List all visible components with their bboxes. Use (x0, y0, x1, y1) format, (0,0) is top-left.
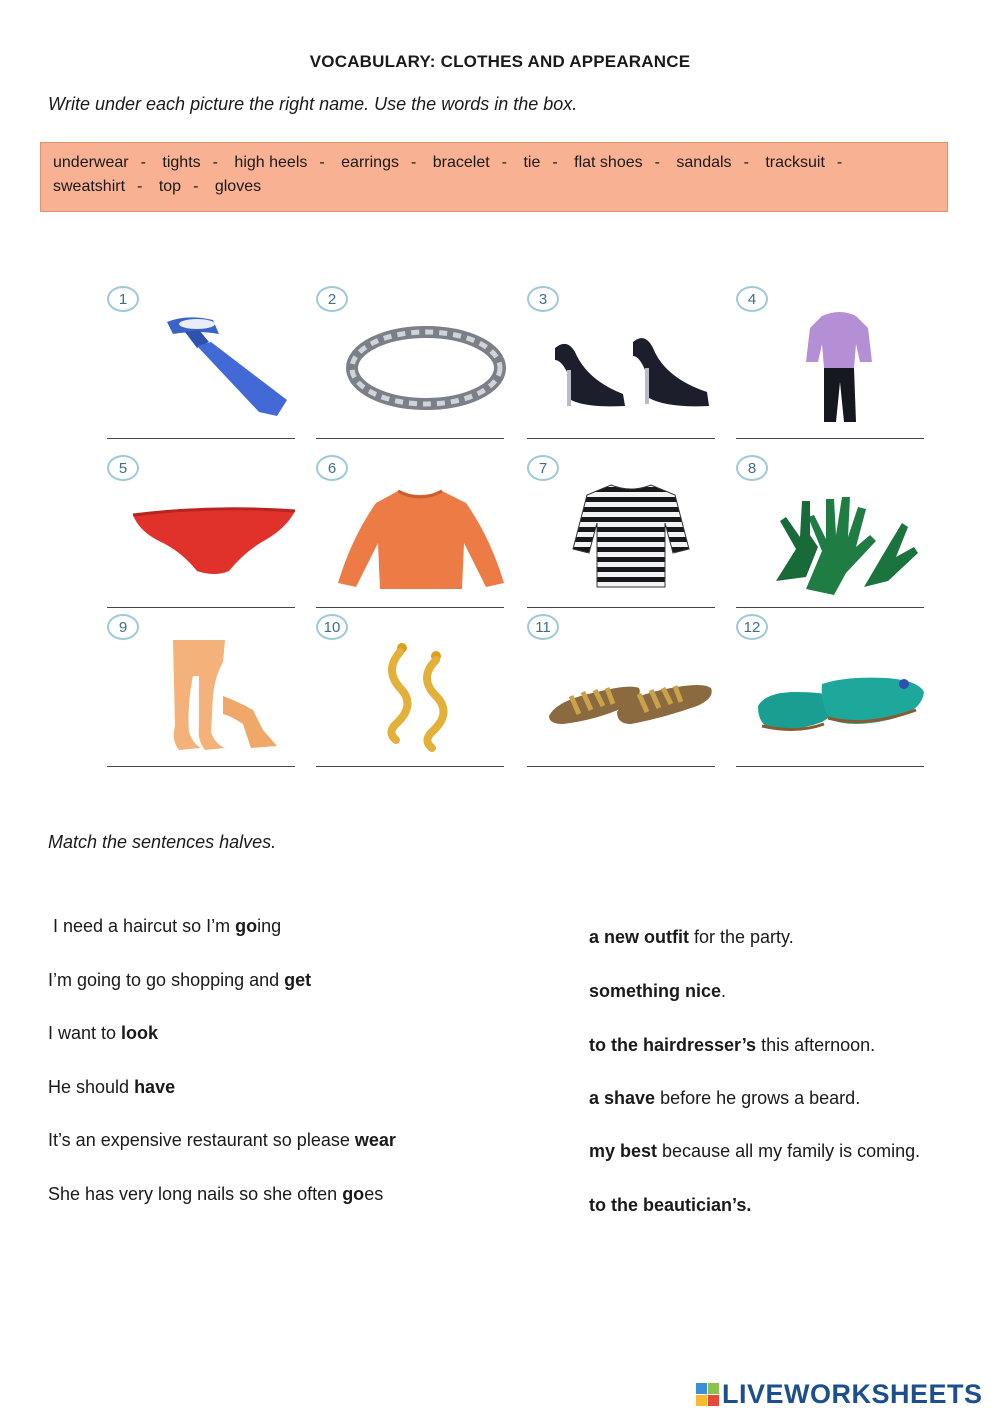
picture-cell (107, 614, 297, 774)
plain-text: es (364, 1184, 384, 1204)
plain-text: I need a haircut so I’m (48, 916, 236, 936)
bold-phrase: have (134, 1077, 176, 1097)
sentence-start (48, 1130, 396, 1151)
sentence-end (589, 1088, 860, 1109)
picture-number: 4 (736, 286, 768, 312)
word-box-item: flat shoes (574, 154, 643, 171)
word-separator: - (410, 154, 417, 171)
logo-block (696, 1383, 707, 1394)
word-separator: - (552, 154, 558, 171)
logo-block (696, 1395, 707, 1406)
tights-icon (127, 636, 297, 754)
answer-line[interactable] (107, 766, 295, 767)
answer-line[interactable] (527, 766, 715, 767)
plain-text: because all my family is coming. (657, 1141, 921, 1161)
bold-phrase: a shave (589, 1088, 656, 1108)
plain-text: for the party. (689, 927, 794, 947)
sweatshirt-icon (336, 477, 506, 595)
word-box-item: tracksuit (765, 154, 825, 171)
answer-line[interactable] (316, 766, 504, 767)
gloves-icon (756, 477, 926, 595)
word-separator: - (212, 154, 218, 171)
plain-text: She has very long nails so she often (48, 1184, 343, 1204)
word-box-item: bracelet (432, 154, 490, 171)
answer-line[interactable] (736, 766, 924, 767)
bold-phrase: go (235, 916, 258, 936)
bold-phrase: to the beautician’s. (589, 1195, 752, 1215)
word-separator: - (836, 154, 843, 171)
plain-text: before he grows a beard. (655, 1088, 861, 1108)
bold-phrase: to the hairdresser’s (589, 1035, 757, 1055)
answer-line[interactable] (107, 438, 295, 439)
tie-icon (127, 308, 297, 426)
picture-cell (736, 614, 926, 774)
word-separator: - (137, 178, 143, 195)
picture-cell (316, 614, 506, 774)
word-box-item: high heels (234, 154, 308, 171)
picture-number: 1 (107, 286, 139, 312)
word-separator: - (193, 178, 199, 195)
bold-phrase: get (284, 970, 312, 990)
instruction-match: Match the sentences halves. (48, 832, 277, 852)
picture-cell (527, 286, 717, 446)
picture-number: 9 (107, 614, 139, 640)
picture-cell (527, 455, 717, 615)
bold-phrase: a new outfit (589, 927, 689, 947)
picture-cell (316, 455, 506, 615)
word-box-item: tights (162, 154, 201, 171)
word-box-item: underwear (53, 154, 129, 171)
logo-text: LIVEWORKSHEETS (722, 1378, 983, 1409)
answer-line[interactable] (527, 607, 715, 608)
plain-text: . (721, 981, 727, 1001)
sentence-end (589, 981, 726, 1002)
sentence-end (589, 1195, 751, 1216)
picture-number: 2 (316, 286, 348, 312)
answer-line[interactable] (107, 607, 295, 608)
tracksuit-icon (756, 308, 926, 426)
sentence-end (589, 1035, 875, 1056)
high-heels-icon (547, 308, 717, 426)
plain-text: I’m going to go shopping and (48, 970, 285, 990)
word-box (40, 142, 948, 212)
bold-phrase: wear (354, 1130, 396, 1150)
sentence-start (48, 1184, 383, 1205)
word-separator: - (654, 154, 660, 171)
plain-text: I want to (48, 1023, 122, 1043)
picture-number: 10 (316, 614, 348, 640)
picture-number: 12 (736, 614, 768, 640)
word-separator: - (743, 154, 749, 171)
picture-number: 8 (736, 455, 768, 481)
word-separator: - (140, 154, 146, 171)
earrings-icon (336, 636, 506, 754)
flat-shoes-icon (756, 636, 926, 754)
sandals-icon (547, 636, 717, 754)
bold-phrase: go (342, 1184, 365, 1204)
underwear-icon (127, 477, 297, 595)
word-box-item: sweatshirt (53, 178, 126, 195)
sentence-start (48, 1077, 175, 1098)
top-icon (547, 477, 717, 595)
picture-cell (527, 614, 717, 774)
liveworksheets-logo (696, 1376, 983, 1412)
sentence-start (48, 916, 281, 937)
plain-text: ing (257, 916, 282, 936)
picture-number: 5 (107, 455, 139, 481)
answer-line[interactable] (316, 438, 504, 439)
sentence-end (589, 927, 794, 948)
picture-cell (316, 286, 506, 446)
picture-cell (736, 455, 926, 615)
sentence-start (48, 970, 311, 991)
picture-cell (107, 286, 297, 446)
word-box-item: top (158, 178, 182, 195)
plain-text: It’s an expensive restaurant so please (48, 1130, 355, 1150)
answer-line[interactable] (527, 438, 715, 439)
picture-number: 3 (527, 286, 559, 312)
picture-cell (107, 455, 297, 615)
plain-text: this afternoon. (756, 1035, 876, 1055)
logo-block (708, 1383, 719, 1394)
sentence-end (589, 1141, 920, 1162)
answer-line[interactable] (316, 607, 504, 608)
word-box-item: tie (523, 154, 541, 171)
picture-number: 6 (316, 455, 348, 481)
picture-number: 11 (527, 614, 559, 640)
bold-phrase: look (121, 1023, 159, 1043)
plain-text: He should (48, 1077, 135, 1097)
picture-cell (736, 286, 926, 446)
word-box-item: gloves (214, 178, 262, 195)
bracelet-icon (336, 308, 506, 426)
bold-phrase: something nice (589, 981, 722, 1001)
sentence-start (48, 1023, 158, 1044)
instruction-write: Write under each picture the right name. Use the words in the box. (48, 94, 578, 114)
word-separator: - (319, 154, 325, 171)
bold-phrase: my best (589, 1141, 658, 1161)
answer-line[interactable] (736, 438, 924, 439)
word-separator: - (501, 154, 507, 171)
word-box-item: sandals (676, 154, 732, 171)
worksheet-title: VOCABULARY: CLOTHES AND APPEARANCE (309, 52, 691, 71)
logo-block (708, 1395, 719, 1406)
picture-number: 7 (527, 455, 559, 481)
answer-line[interactable] (736, 607, 924, 608)
word-box-item: earrings (341, 154, 399, 171)
logo-blocks-icon (696, 1383, 719, 1406)
